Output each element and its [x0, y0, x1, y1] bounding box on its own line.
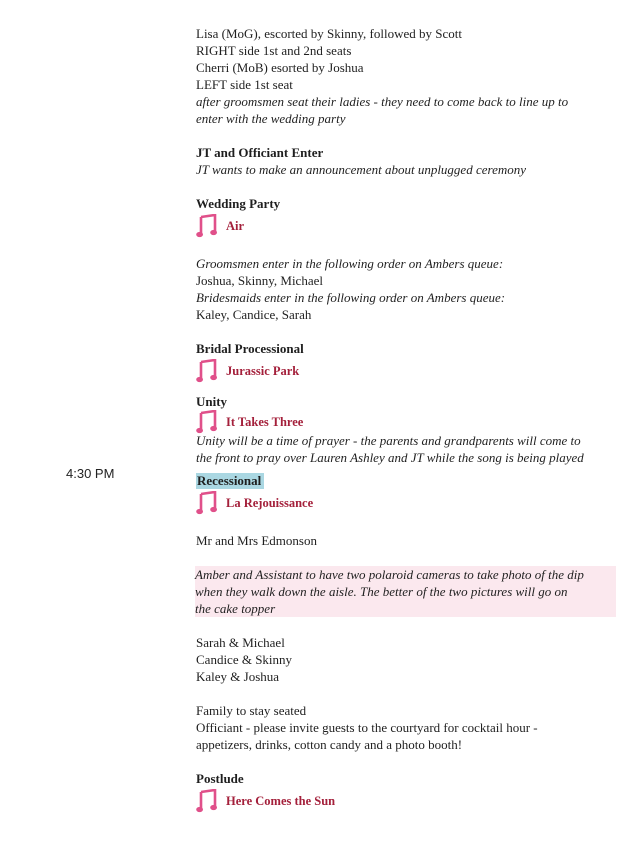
recessional-time: 4:30 PM — [66, 466, 115, 481]
song-title: Jurassic Park — [226, 363, 300, 378]
postlude-song[interactable] — [196, 789, 616, 813]
wedding-party-heading: Wedding Party — [196, 196, 281, 211]
officiant-heading: JT and Officiant Enter — [196, 145, 324, 160]
bridal-song[interactable] — [196, 359, 616, 383]
officiant-note: JT wants to make an announcement about unplugged ceremony — [196, 162, 526, 177]
seating-section — [196, 25, 616, 127]
program-content — [196, 25, 616, 813]
unity-note: the front to pray over Lauren Ashley and JT while the song is being played — [196, 450, 584, 465]
recessional-song[interactable] — [196, 491, 616, 515]
music-note-icon — [196, 214, 218, 238]
music-note-icon — [196, 410, 218, 434]
music-note-icon — [196, 789, 218, 813]
music-note-icon — [196, 359, 218, 383]
seating-line: RIGHT side 1st and 2nd seats — [196, 43, 352, 58]
unity-song[interactable] — [196, 412, 616, 432]
seating-note: after groomsmen seat their ladies - they need to come back to line up to — [196, 94, 569, 109]
couple-name: Mr and Mrs Edmonson — [196, 533, 317, 548]
pair-line: Candice & Skinny — [196, 652, 293, 667]
seating-note: enter with the wedding party — [196, 111, 346, 126]
recessional-heading-row — [196, 472, 616, 489]
family-note: Family to stay seated — [196, 703, 307, 718]
wedding-party-song[interactable] — [196, 214, 616, 238]
song-title: Here Comes the Sun — [226, 793, 336, 808]
bridal-heading: Bridal Processional — [196, 341, 304, 356]
invite-note: appetizers, drinks, cotton candy and a photo booth! — [196, 737, 463, 752]
seating-line: Lisa (MoG), escorted by Skinny, followed by Scott — [196, 26, 462, 41]
unity-note: Unity will be a time of prayer - the parents and grandparents will come to — [196, 433, 581, 448]
photo-note-block — [195, 566, 616, 617]
song-title: Air — [226, 218, 245, 233]
photo-note: the cake topper — [195, 601, 276, 616]
postlude-heading: Postlude — [196, 771, 244, 786]
photo-note: Amber and Assistant to have two polaroid cameras to take photo of the dip — [195, 567, 584, 582]
seating-line: Cherri (MoB) esorted by Joshua — [196, 60, 364, 75]
song-title: La Rejouissance — [226, 495, 314, 510]
unity-heading: Unity — [196, 394, 228, 409]
groomsmen-note: Groomsmen enter in the following order on Ambers queue: — [196, 256, 504, 271]
pair-line: Kaley & Joshua — [196, 669, 280, 684]
pair-line: Sarah & Michael — [196, 635, 285, 650]
music-note-icon — [196, 491, 218, 515]
recessional-heading: Recessional — [196, 473, 264, 489]
invite-note: Officiant - please invite guests to the courtyard for cocktail hour - — [196, 720, 538, 735]
seating-line: LEFT side 1st seat — [196, 77, 293, 92]
groomsmen-list: Joshua, Skinny, Michael — [196, 273, 323, 288]
bridesmaids-note: Bridesmaids enter in the following order on Ambers queue: — [196, 290, 506, 305]
bridesmaids-list: Kaley, Candice, Sarah — [196, 307, 312, 322]
photo-note: when they walk down the aisle. The better of the two pictures will go on — [195, 584, 568, 599]
song-title: It Takes Three — [226, 414, 304, 429]
